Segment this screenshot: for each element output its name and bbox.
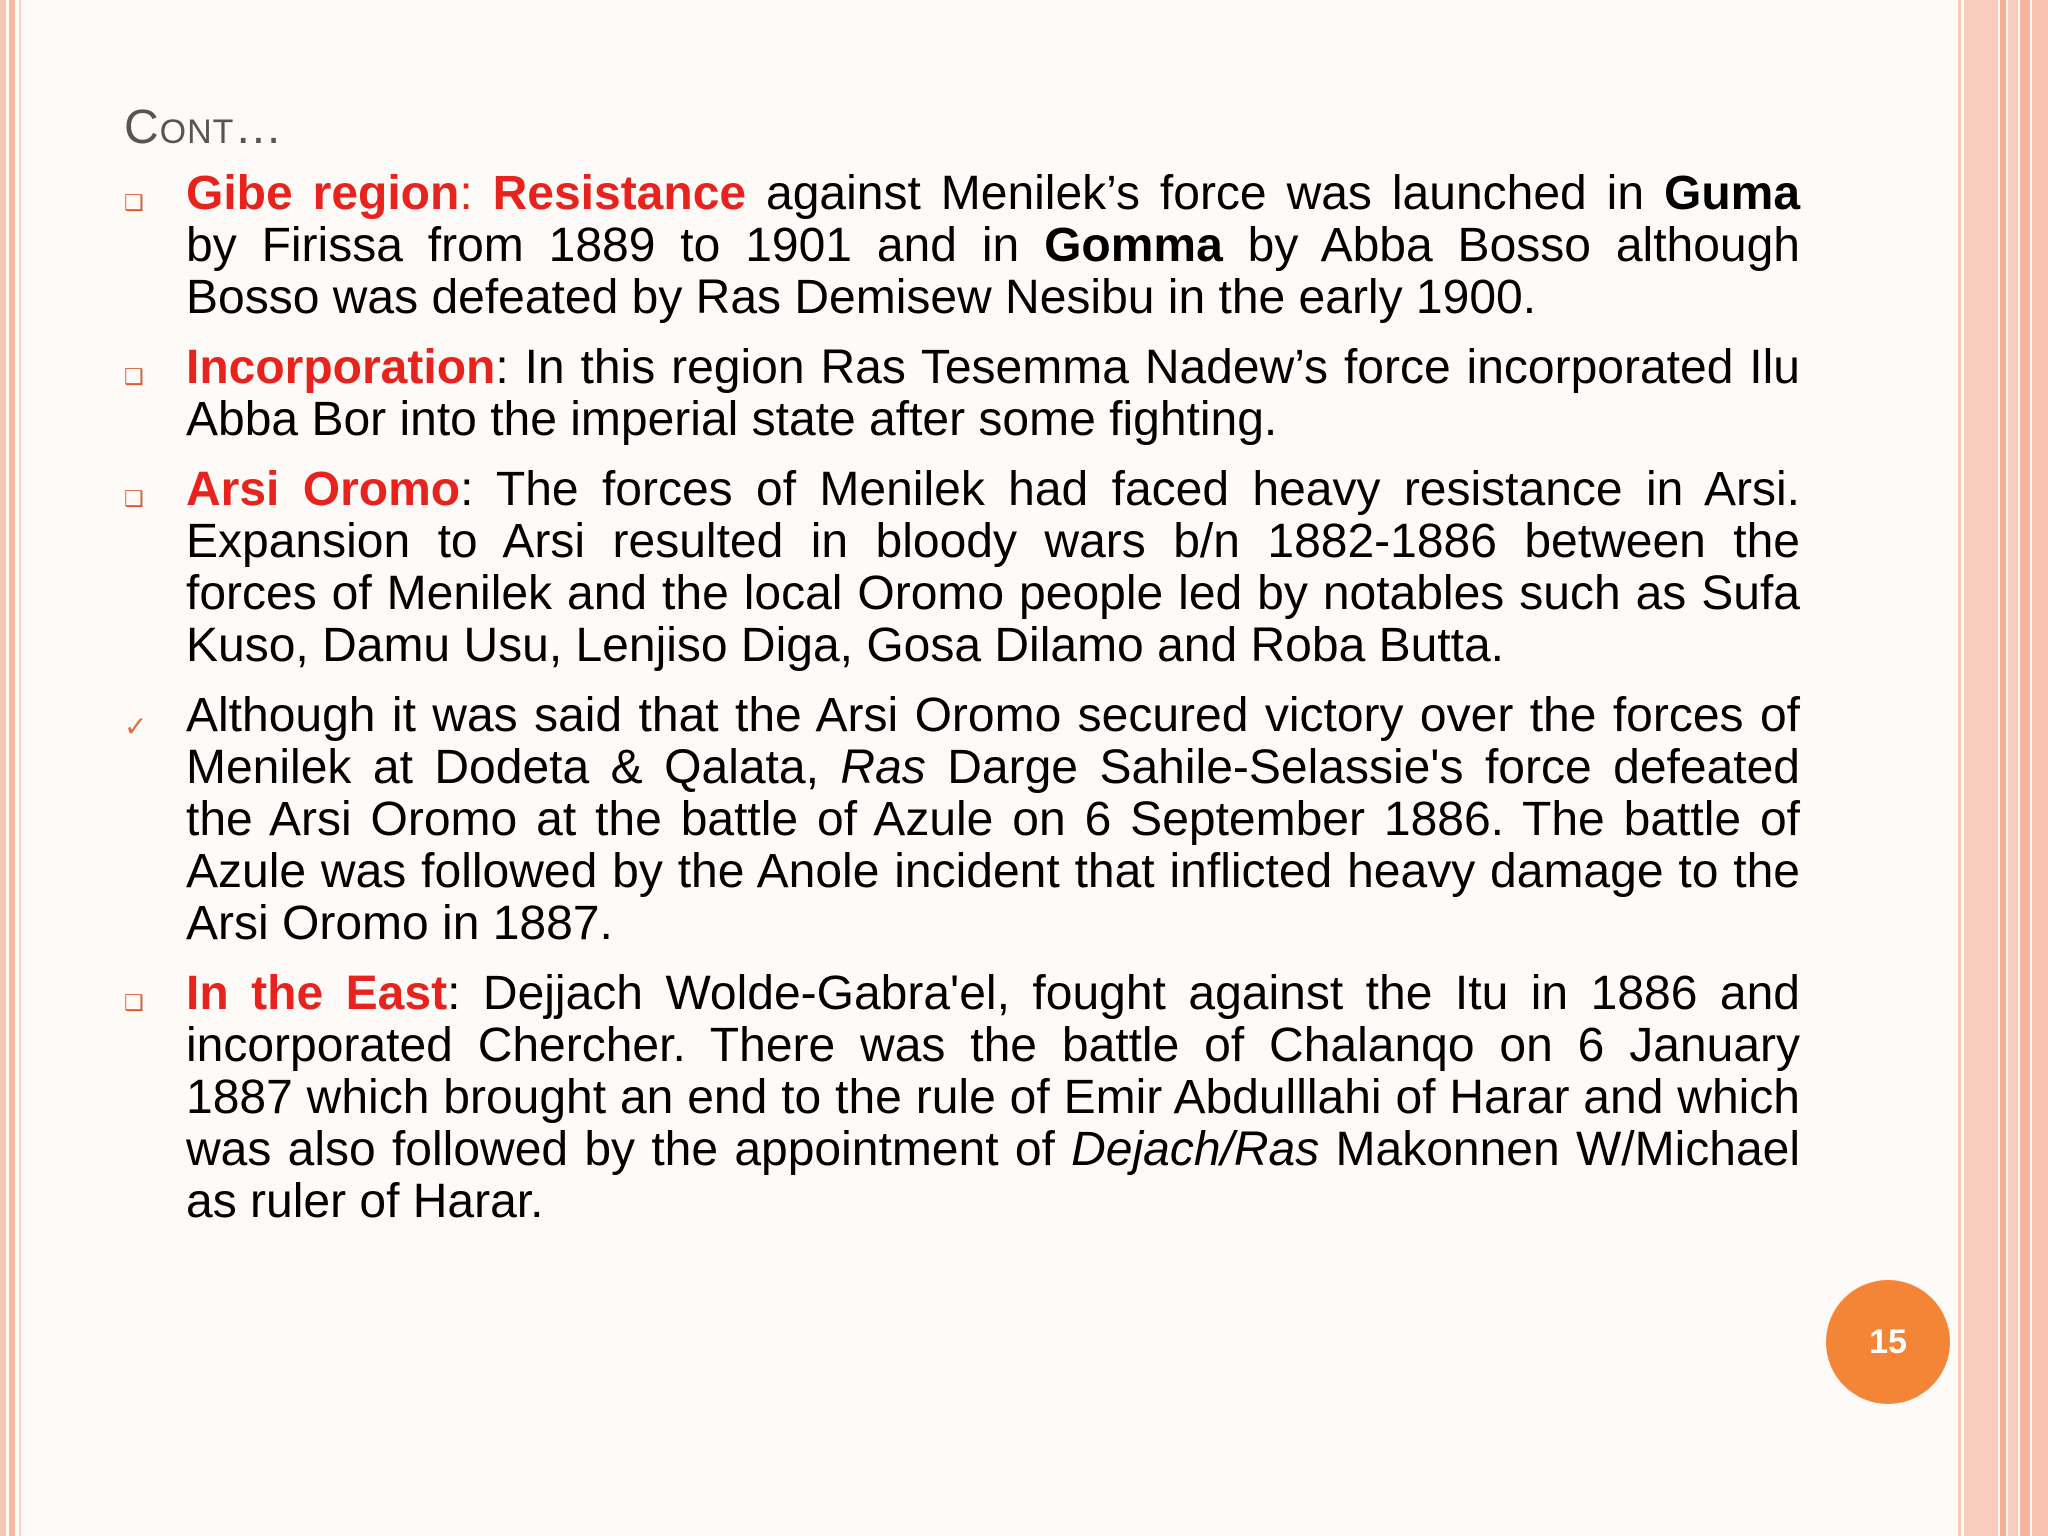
bullet-text <box>186 464 1800 672</box>
right-stripe <box>2008 0 2018 1536</box>
bullet-list <box>124 168 1800 1228</box>
bullet-item-incorporation <box>124 342 1800 446</box>
bullet-body: by Firissa from 1889 to 1901 and in <box>186 219 1045 272</box>
bullet-label: Arsi Oromo <box>186 463 461 516</box>
bullet-body: : Dejjach Wolde-Gabra'el, fought against the Itu in 1886 and incorporated Chercher. There was the battle of Chalanqo on 6 January 1887 which brought an end to the rule of Emir Abdulllahi of Harar and which was also followed by the appointment of <box>186 967 1801 1176</box>
square-bullet-icon: ❑ <box>124 190 144 215</box>
bullet-body: Although it was said that the Arsi Oromo secured victory over the forces of Menilek at Dodeta & Qalata, <box>186 689 1800 794</box>
bullet-text <box>186 968 1800 1228</box>
bullet-item-in-the-east <box>124 968 1800 1228</box>
bullet-label: Gibe region <box>186 167 460 220</box>
bullet-item-arsi-oromo <box>124 464 1800 672</box>
bullet-label: Resistance <box>492 167 747 220</box>
checkmark-bullet-icon: ✓ <box>124 711 148 742</box>
right-stripe <box>1958 0 1961 1536</box>
left-stripe <box>19 0 21 1536</box>
bullet-body: by Abba Bosso although Bosso was defeated by Ras Demisew Nesibu in the early 1900. <box>186 219 1801 324</box>
square-bullet-icon: ❑ <box>124 486 144 511</box>
left-stripe <box>9 0 15 1536</box>
bullet-body: Makonnen W/Michael as ruler of Harar. <box>186 1123 1801 1228</box>
bullet-item-arsi-victory <box>124 690 1800 950</box>
bullet-bold-term: Gomma <box>1044 219 1223 272</box>
bullet-text <box>186 342 1800 446</box>
slide-title: Cont… <box>124 101 284 154</box>
bullet-label: Incorporation <box>186 341 496 394</box>
bullet-text <box>186 690 1800 950</box>
bullet-italic-term: Dejach/Ras <box>1071 1123 1320 1176</box>
right-stripe <box>2032 0 2048 1536</box>
bullet-label: In the East <box>186 967 448 1020</box>
bullet-italic-term: Ras <box>840 741 926 794</box>
bullet-item-gibe-region <box>124 168 1800 324</box>
bullet-separator: : <box>459 167 493 220</box>
bullet-bold-term: Guma <box>1663 167 1801 220</box>
page-number: 15 <box>1869 1322 1907 1361</box>
bullet-body: : In this region Ras Tesemma Nadew’s force incorporated Ilu Abba Bor into the imperial state after some fighting. <box>186 341 1800 446</box>
square-bullet-icon: ❑ <box>124 364 144 389</box>
bullet-body: against Menilek’s force was launched in <box>746 167 1664 220</box>
bullet-body: : The forces of Menilek had faced heavy resistance in Arsi. Expansion to Arsi resulted in bloody wars b/n 1882-1886 between the forces of Menilek and the local Oromo people led by notables such as Sufa Kuso, Damu Usu, Lenjiso Diga, Gosa Dilamo and Roba Butta. <box>186 463 1801 672</box>
right-stripe <box>1964 0 1998 1536</box>
left-stripe <box>0 0 6 1536</box>
right-stripe <box>2020 0 2030 1536</box>
page-number-badge <box>1826 1280 1950 1404</box>
bullet-body: Darge Sahile-Selassie's force defeated the Arsi Oromo at the battle of Azule on 6 September 1886. The battle of Azule was followed by the Anole incident that inflicted heavy damage to the Arsi Oromo in 1887. <box>186 741 1800 950</box>
right-stripe <box>2000 0 2006 1536</box>
bullet-text <box>186 168 1800 324</box>
square-bullet-icon: ❑ <box>124 990 144 1015</box>
